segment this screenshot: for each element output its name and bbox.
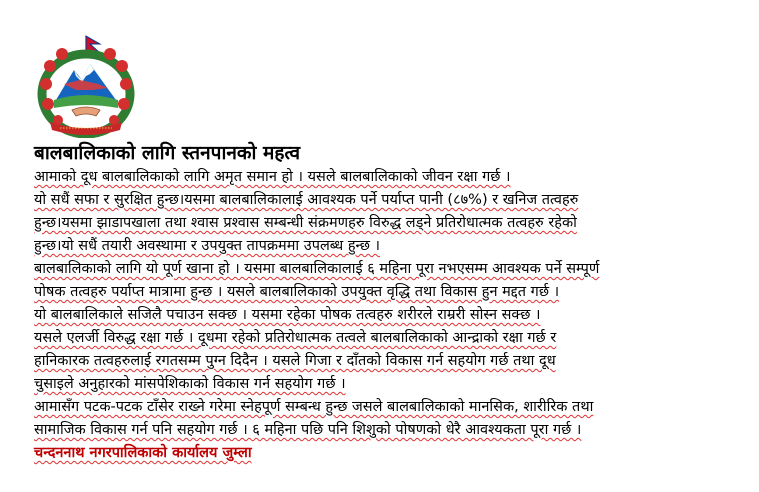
text-line: हुन्छ।यो सधैं तयारी अवस्थामा र उपयुक्त तापक्रममा उपलब्ध हुन्छ । — [34, 238, 380, 254]
nepal-emblem — [36, 34, 136, 138]
paragraph-4 — [34, 396, 744, 442]
text-line: हानिकारक तत्वहरुलाई रगतसम्म पुग्न दिदैन । यसले गिजा र दाँतको विकास गर्न सहयोग गर्छ तथा दूध — [34, 353, 556, 369]
document-body — [34, 140, 744, 465]
text-line: यो बालबालिकाले सजिलै पचाउन सक्छ । यसमा रहेका पोषक तत्वहरु शरीरले राम्ररी सोस्न सक्छ । — [34, 307, 541, 323]
text-line: सामाजिक विकास गर्न पनि सहयोग गर्छ । ६ महिना पछि पनि शिशुको पोषणको धेरै आवश्यकता पूरा गर्छ । — [34, 422, 582, 438]
text-line: हुन्छ।यसमा झाडापखाला तथा श्वास प्रश्वास सम्बन्धी संक्रमणहरु विरुद्ध लड्ने प्रतिरोधात्मक तत्वहरु रहेको — [34, 215, 577, 231]
text-line: आमासँग पटक-पटक टाँसेर राख्ने गरेमा स्नेहपूर्ण सम्बन्ध हुन्छ जसले बालबालिकाको मानसिक, शारीरिक तथा — [34, 399, 594, 415]
text-line: चुसाइले अनुहारको मांसपेशिकाको विकास गर्न सहयोग गर्छ । — [34, 376, 346, 392]
text-line: आमाको दूध बालबालिकाको लागि अमृत समान हो । यसले बालबालिकाको जीवन रक्षा गर्छ । — [34, 169, 511, 185]
paragraph-2 — [34, 258, 744, 327]
office-signature: चन्दननाथ नगरपालिकाको कार्यालय जुम्ला — [34, 445, 252, 461]
paragraph-1 — [34, 166, 744, 258]
text-line: पोषक तत्वहरु पर्याप्त मात्रामा हुन्छ । यसले बालबालिकाको उपयुक्त वृद्धि तथा विकास हुन मद्दत गर्छ । — [34, 284, 560, 300]
paragraph-3 — [34, 327, 744, 396]
document-title: बालबालिकाको लागि स्तनपानको महत्व — [34, 142, 301, 164]
text-line: बालबालिकाको लागि यो पूर्ण खाना हो । यसमा बालबालिकालाई ६ महिना पूरा नभएसम्म आवश्यक पर्ने सम्पूर्ण — [34, 261, 600, 277]
text-line: यसले एलर्जी विरुद्ध रक्षा गर्छ । दूधमा रहेको प्रतिरोधात्मक तत्वले बालबालिकाको आन्द्राको रक्षा गर्छ र — [34, 330, 557, 346]
text-line: यो सधैं सफा र सुरक्षित हुन्छ।यसमा बालबालिकालाई आवश्यक पर्ने पर्याप्त पानी (८७%) र खनिज तत्वहरु — [34, 192, 579, 208]
